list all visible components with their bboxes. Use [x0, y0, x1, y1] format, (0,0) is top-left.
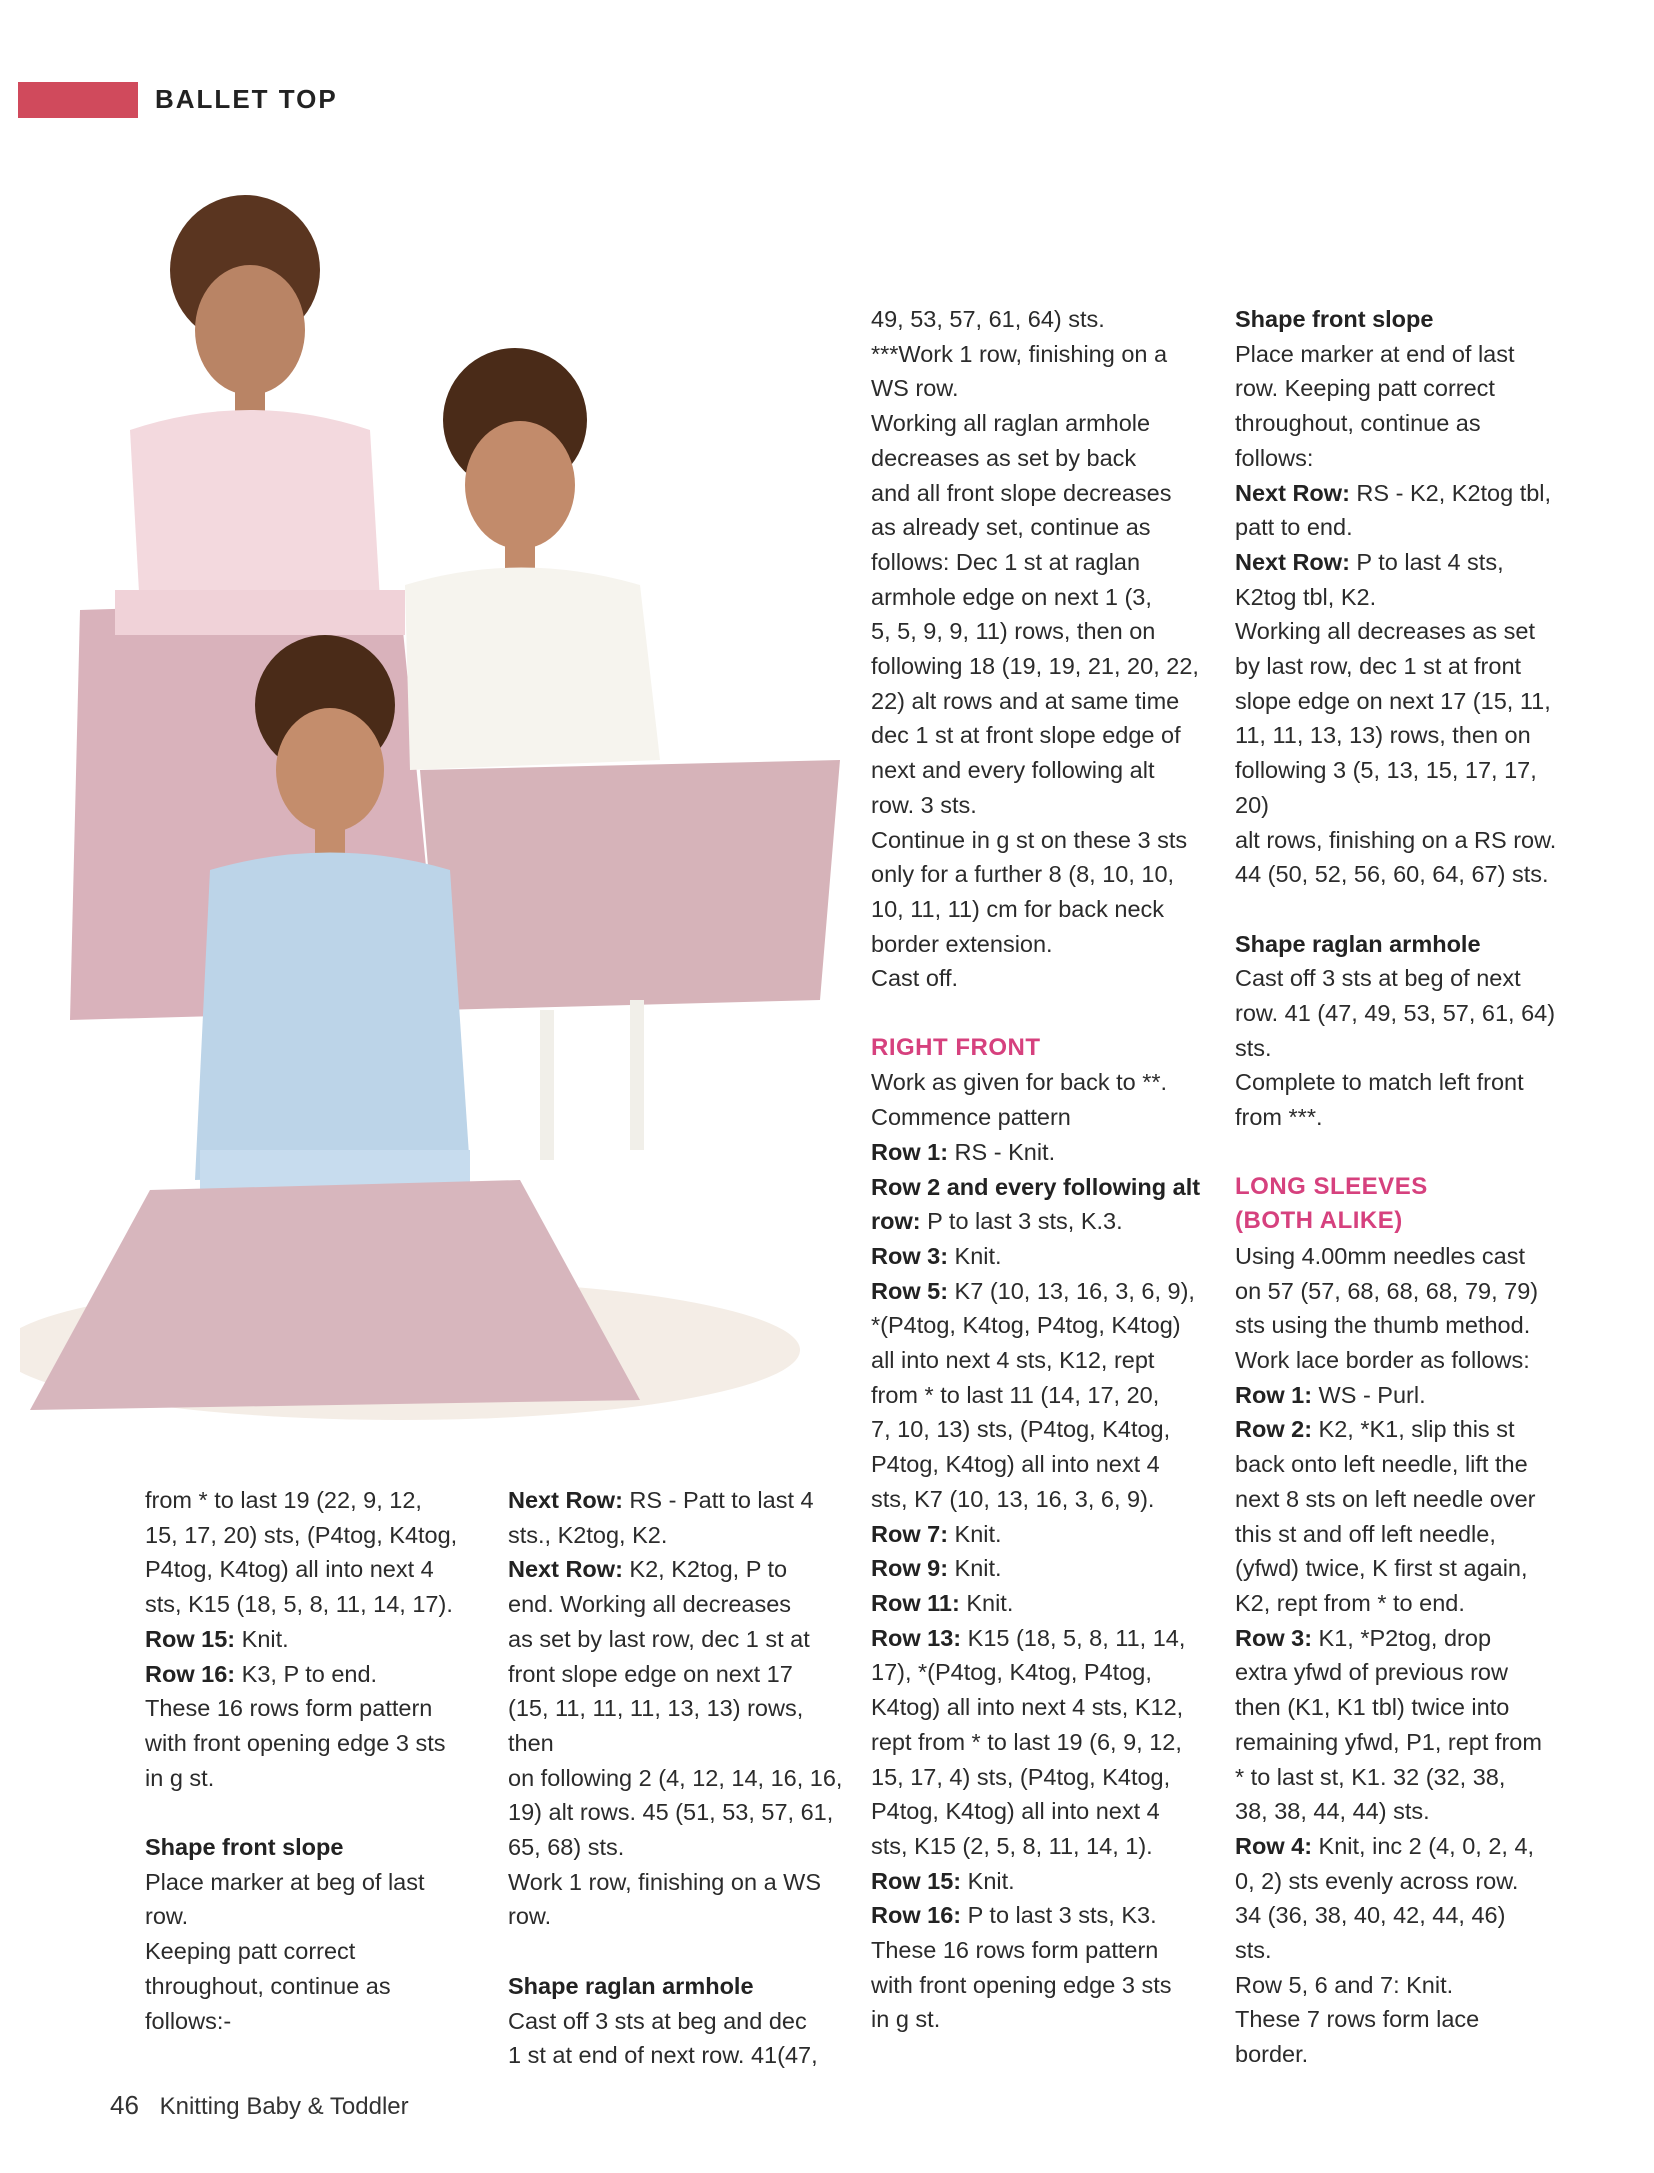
text-line [508, 2038, 848, 2073]
text-line [1235, 545, 1575, 580]
subheading: Shape raglan armhole [1235, 930, 1481, 957]
line-text: Cast off. [871, 965, 959, 992]
line-text: alt rows, finishing on a RS row. [1235, 826, 1557, 853]
line-text: These 16 rows form pattern [871, 1937, 1159, 1964]
line-text: Place marker at beg of last [145, 1868, 425, 1895]
row-label: Row 1: [1235, 1381, 1313, 1408]
text-line [145, 1899, 485, 1934]
text-line [1235, 476, 1575, 511]
text-line [1235, 1933, 1575, 1968]
line-text: Commence pattern [871, 1104, 1071, 1131]
line-text: 19) alt rows. 45 (51, 53, 57, 61, [508, 1799, 834, 1826]
text-line [871, 1864, 1211, 1899]
text-line [1235, 1794, 1575, 1829]
text-line [508, 1518, 848, 1553]
line-text: RS - K2, K2tog tbl, [1349, 479, 1552, 506]
line-text: sts., K2tog, K2. [508, 1521, 668, 1548]
line-text: Cast off 3 sts at beg of next [1235, 965, 1521, 992]
line-text: 1 st at end of next row. 41(47, [508, 2042, 818, 2069]
text-line [1235, 1898, 1575, 1933]
text-line [871, 684, 1211, 719]
text-line [1235, 510, 1575, 545]
text-line [1235, 371, 1575, 406]
line-text: 7, 10, 13) sts, (P4tog, K4tog, [871, 1416, 1171, 1443]
line-text: K15 (18, 5, 8, 11, 14, [961, 1624, 1186, 1651]
line-text: then (K1, K1 tbl) twice into [1235, 1694, 1510, 1721]
text-line [1235, 1308, 1575, 1343]
section-heading: (BOTH ALIKE) [1235, 1207, 1403, 1235]
text-line [871, 753, 1211, 788]
line-text: K2, K2tog, P to [622, 1556, 788, 1583]
text-line [508, 1622, 848, 1657]
line-text: this st and off left needle, [1235, 1520, 1496, 1547]
text-line [1235, 1378, 1575, 1413]
line-text: in g st. [145, 1764, 215, 1791]
line-text: sts. [1235, 1034, 1272, 1061]
text-line [1235, 1586, 1575, 1621]
line-text: next 8 sts on left needle over [1235, 1485, 1536, 1512]
text-line [871, 1378, 1211, 1413]
section-heading: RIGHT FRONT [871, 1033, 1041, 1061]
line-text: throughout, continue as [145, 1972, 391, 1999]
line-text: armhole edge on next 1 (3, [871, 583, 1152, 610]
text-line [871, 1170, 1211, 1205]
text-line [1235, 996, 1575, 1031]
text-line [508, 1830, 848, 1865]
line-text: 11, 11, 13, 13) rows, then on [1235, 722, 1531, 749]
line-text: 22) alt rows and at same time [871, 687, 1180, 714]
line-text: ***Work 1 row, finishing on a [871, 340, 1168, 367]
line-text: * to last st, K1. 32 (32, 38, [1235, 1763, 1506, 1790]
line-text: 49, 53, 57, 61, 64) sts. [871, 306, 1105, 332]
text-line [1235, 614, 1575, 649]
line-text: Knit, inc 2 (4, 0, 2, 4, [1312, 1832, 1535, 1859]
line-text: sts, K7 (10, 13, 16, 3, 6, 9). [871, 1485, 1155, 1512]
line-text: in g st. [871, 2006, 941, 2033]
text-line [871, 1065, 1211, 1100]
line-text: K2, rept from * to end. [1235, 1589, 1465, 1616]
line-text: Work as given for back to **. [871, 1069, 1168, 1096]
line-text: K2, *K1, slip this st [1312, 1416, 1515, 1443]
line-text: follows:- [145, 2007, 232, 2034]
text-line [871, 2002, 1211, 2037]
line-text: P to last 3 sts, K3. [961, 1902, 1157, 1929]
text-line [871, 1655, 1211, 1690]
line-text: Knit. [959, 1590, 1014, 1616]
text-line [871, 961, 1211, 996]
line-text: 0, 2) sts evenly across row. [1235, 1867, 1519, 1894]
text-line [871, 1794, 1211, 1829]
line-text: following 3 (5, 13, 15, 17, 17, 20) [1235, 757, 1537, 818]
line-text: P4tog, K4tog) all into next 4 [145, 1556, 434, 1583]
text-line [145, 1483, 485, 1518]
line-text: Complete to match left front [1235, 1069, 1524, 1096]
line-text: Cast off 3 sts at beg and dec [508, 2007, 807, 2034]
line-text: slope edge on next 17 (15, 11, [1235, 687, 1551, 714]
text-line [871, 441, 1211, 476]
line-text: by last row, dec 1 st at front [1235, 653, 1522, 680]
line-text: K3, P to end. [235, 1660, 378, 1687]
line-text: Keeping patt correct [145, 1938, 356, 1965]
paragraph-gap [508, 1934, 848, 1969]
line-text: P to last 4 sts, [1349, 548, 1504, 575]
text-line [508, 1795, 848, 1830]
line-text: border. [1235, 2041, 1309, 2068]
text-line [145, 1865, 485, 1900]
section-heading: LONG SLEEVES [1235, 1172, 1428, 1200]
line-text: P to last 3 sts, K.3. [920, 1208, 1123, 1235]
text-line [1235, 753, 1575, 822]
text-line [1235, 337, 1575, 372]
row-label: row: [871, 1208, 921, 1235]
text-line [871, 718, 1211, 753]
text-line [1235, 1274, 1575, 1309]
text-line [1235, 1690, 1575, 1725]
row-label: Row 15: [871, 1867, 962, 1894]
text-line [871, 1412, 1211, 1447]
line-text: on 57 (57, 68, 68, 68, 79, 79) [1235, 1277, 1539, 1304]
line-text: from * to last 19 (22, 9, 12, [145, 1487, 422, 1513]
line-text: Working all raglan armhole [871, 410, 1151, 437]
text-line [145, 1657, 485, 1692]
text-line [145, 1934, 485, 1969]
line-text: 34 (36, 38, 40, 42, 44, 46) [1235, 1902, 1506, 1929]
text-column-2 [508, 1483, 848, 2073]
text-line [1235, 684, 1575, 719]
text-line [871, 614, 1211, 649]
page-number: 46 [110, 2090, 139, 2120]
line-text: 17), *(P4tog, K4tog, P4tog, [871, 1659, 1152, 1686]
text-line [1235, 1412, 1575, 1447]
page-title: BALLET TOP [155, 84, 338, 114]
line-text: 10, 11, 11) cm for back neck [871, 895, 1165, 922]
line-text: Knit. [961, 1867, 1015, 1894]
text-line [145, 1518, 485, 1553]
text-line [871, 580, 1211, 615]
line-text: WS row. [871, 375, 959, 402]
line-text: Work lace border as follows: [1235, 1347, 1530, 1374]
line-text: Continue in g st on these 3 sts [871, 826, 1188, 853]
subheading: Shape front slope [145, 1834, 344, 1861]
line-text: as set by last row, dec 1 st at [508, 1625, 810, 1652]
text-line [871, 1933, 1211, 1968]
line-text: Working all decreases as set [1235, 618, 1535, 645]
row-label: Row 7: [871, 1520, 949, 1547]
text-column-1 [145, 1483, 485, 2038]
text-line [871, 1100, 1211, 1135]
line-text: row. 3 sts. [871, 791, 977, 818]
text-line [871, 302, 1211, 337]
line-text: Knit. [948, 1555, 1002, 1582]
text-line [508, 1587, 848, 1622]
line-text: extra yfwd of previous row [1235, 1659, 1508, 1686]
text-column-3 [871, 302, 1211, 2037]
line-text: RS - Patt to last 4 [622, 1487, 814, 1513]
line-text: back onto left needle, lift the [1235, 1451, 1528, 1478]
line-text: patt to end. [1235, 514, 1353, 541]
line-text: sts using the thumb method. [1235, 1312, 1531, 1339]
text-line [1235, 961, 1575, 996]
line-text: sts, K15 (2, 5, 8, 11, 14, 1). [871, 1832, 1153, 1859]
text-line [871, 1968, 1211, 2003]
text-line [1235, 2002, 1575, 2037]
line-text: These 16 rows form pattern [145, 1695, 433, 1722]
text-line [871, 545, 1211, 580]
text-line [871, 476, 1211, 511]
text-line [145, 1691, 485, 1726]
row-label: Row 2: [1235, 1416, 1313, 1443]
text-line [1235, 1065, 1575, 1100]
line-text: These 7 rows form lace [1235, 2006, 1480, 2033]
line-text: 44 (50, 52, 56, 60, 64, 67) sts. [1235, 861, 1549, 888]
line-text: remaining yfwd, P1, rept from [1235, 1728, 1542, 1755]
text-line [871, 649, 1211, 684]
line-text: (15, 11, 11, 11, 13, 13) rows, then [508, 1695, 804, 1756]
line-text: WS - Purl. [1312, 1381, 1426, 1408]
text-line [1235, 1655, 1575, 1690]
row-label: Next Row: [1235, 479, 1350, 506]
text-line [871, 1690, 1211, 1725]
line-text: RS - Knit. [948, 1138, 1056, 1165]
line-text: Knit. [235, 1625, 289, 1652]
text-line [1235, 1864, 1575, 1899]
text-line [871, 1517, 1211, 1552]
header-accent-bar [18, 82, 138, 118]
row-label: Row 3: [871, 1242, 949, 1269]
text-column-4 [1235, 302, 1575, 2072]
publication-title: Knitting Baby & Toddler [159, 2093, 409, 2120]
text-line [1235, 2037, 1575, 2072]
paragraph-gap [1235, 1135, 1575, 1170]
text-line [145, 1587, 485, 1622]
text-line [1235, 823, 1575, 858]
text-line [508, 1691, 848, 1760]
row-label: Row 15: [145, 1625, 236, 1652]
line-text: dec 1 st at front slope edge of [871, 722, 1181, 749]
line-text: on following 2 (4, 12, 14, 16, 16, [508, 1764, 843, 1791]
text-line [871, 406, 1211, 441]
text-line [871, 1239, 1211, 1274]
paragraph-gap [871, 996, 1211, 1031]
line-text: sts, K15 (18, 5, 8, 11, 14, 17). [145, 1591, 453, 1618]
text-line [1235, 1482, 1575, 1517]
text-line [1235, 1551, 1575, 1586]
line-text: all into next 4 sts, K12, rept [871, 1347, 1155, 1374]
text-line [871, 1482, 1211, 1517]
text-line [871, 1343, 1211, 1378]
text-line [1235, 1100, 1575, 1135]
text-line [1235, 1829, 1575, 1864]
line-text: 15, 17, 20) sts, (P4tog, K4tog, [145, 1521, 458, 1548]
text-line [145, 1552, 485, 1587]
page-footer [110, 2090, 409, 2121]
text-line [871, 1898, 1211, 1933]
text-line [1235, 649, 1575, 684]
line-text: K4tog) all into next 4 sts, K12, [871, 1694, 1184, 1721]
text-line [871, 337, 1211, 372]
text-line [1235, 857, 1575, 892]
text-line [1235, 718, 1575, 753]
photo-three-girls [20, 170, 845, 1420]
text-line [1235, 1725, 1575, 1760]
text-line [508, 1761, 848, 1796]
text-line [1235, 1343, 1575, 1378]
text-line [508, 1899, 848, 1934]
line-text: as already set, continue as [871, 514, 1151, 541]
line-text: Work 1 row, finishing on a WS [508, 1868, 822, 1895]
row-label: Row 4: [1235, 1832, 1313, 1859]
line-text: front slope edge on next 17 [508, 1660, 793, 1687]
line-text: only for a further 8 (8, 10, 10, [871, 861, 1175, 888]
row-label: Next Row: [508, 1487, 623, 1513]
text-line [508, 2004, 848, 2039]
line-text: throughout, continue as [1235, 410, 1481, 437]
text-line [508, 1657, 848, 1692]
text-line [871, 1586, 1211, 1621]
line-text: with front opening edge 3 sts [145, 1729, 446, 1756]
line-text: (yfwd) twice, K first st again, [1235, 1555, 1528, 1582]
line-text: K2tog tbl, K2. [1235, 583, 1377, 610]
line-text: following 18 (19, 19, 21, 20, 22, [871, 653, 1199, 680]
subheading: Shape front slope [1235, 306, 1434, 332]
line-text: *(P4tog, K4tog, P4tog, K4tog) [871, 1312, 1181, 1339]
text-line [508, 1865, 848, 1900]
line-text: row. 41 (47, 49, 53, 57, 61, 64) [1235, 1000, 1556, 1027]
line-text: 65, 68) sts. [508, 1834, 625, 1861]
row-label: Row 13: [871, 1624, 962, 1651]
line-text: P4tog, K4tog) all into next 4 [871, 1798, 1160, 1825]
text-line [871, 371, 1211, 406]
text-line [1235, 1760, 1575, 1795]
row-label: Row 11: [871, 1590, 960, 1616]
text-line [871, 788, 1211, 823]
line-text: from * to last 11 (14, 17, 20, [871, 1381, 1160, 1408]
text-line [871, 1308, 1211, 1343]
line-text: 5, 5, 9, 9, 11) rows, then on [871, 618, 1156, 645]
line-text: Using 4.00mm needles cast [1235, 1242, 1525, 1269]
line-text: row. [145, 1903, 189, 1930]
text-line [145, 1969, 485, 2004]
subheading: Shape raglan armhole [508, 1972, 754, 1999]
line-text: follows: Dec 1 st at raglan [871, 548, 1141, 575]
line-text: P4tog, K4tog) all into next 4 [871, 1451, 1160, 1478]
row-label: Row 1: [871, 1138, 949, 1165]
row-label: Row 3: [1235, 1624, 1313, 1651]
row-label: Row 2 and every following alt [871, 1173, 1201, 1200]
line-text: and all front slope decreases [871, 479, 1172, 506]
text-line [871, 1274, 1211, 1309]
text-line [1235, 1621, 1575, 1656]
row-label: Row 16: [145, 1660, 236, 1687]
text-line [508, 1552, 848, 1587]
text-line [1235, 406, 1575, 441]
line-text: Knit. [948, 1242, 1002, 1269]
text-line [1235, 580, 1575, 615]
text-line [508, 1483, 848, 1518]
text-line [145, 1761, 485, 1796]
line-text: Knit. [948, 1520, 1002, 1547]
text-line [871, 510, 1211, 545]
line-text: sts. [1235, 1937, 1272, 1964]
text-line [871, 1829, 1211, 1864]
text-line [871, 1725, 1211, 1760]
line-text: K1, *P2tog, drop [1312, 1624, 1492, 1651]
line-text: rept from * to last 19 (6, 9, 12, [871, 1728, 1182, 1755]
paragraph-gap [1235, 892, 1575, 927]
text-line [1235, 441, 1575, 476]
text-line [871, 1447, 1211, 1482]
text-line [1235, 1239, 1575, 1274]
line-text: decreases as set by back [871, 444, 1137, 471]
line-text: K7 (10, 13, 16, 3, 6, 9), [948, 1277, 1195, 1304]
text-line [145, 2004, 485, 2039]
row-label: Row 5: [871, 1277, 949, 1304]
line-text: next and every following alt [871, 757, 1155, 784]
line-text: 15, 17, 4) sts, (P4tog, K4tog, [871, 1763, 1171, 1790]
text-line [871, 823, 1211, 858]
row-label: Next Row: [1235, 548, 1350, 575]
text-line [871, 1135, 1211, 1170]
text-line [871, 892, 1211, 927]
text-line [871, 927, 1211, 962]
text-line [1235, 1517, 1575, 1552]
line-text: Row 5, 6 and 7: Knit. [1235, 1971, 1454, 1998]
line-text: Place marker at end of last [1235, 340, 1515, 367]
line-text: with front opening edge 3 sts [871, 1971, 1172, 1998]
row-label: Next Row: [508, 1556, 623, 1583]
text-line [1235, 1031, 1575, 1066]
row-label: Row 9: [871, 1555, 949, 1582]
line-text: row. [508, 1903, 552, 1930]
line-text: from ***. [1235, 1104, 1323, 1131]
text-line [145, 1726, 485, 1761]
text-line [871, 1551, 1211, 1586]
line-text: border extension. [871, 930, 1053, 957]
line-text: follows: [1235, 444, 1314, 471]
text-line [871, 1621, 1211, 1656]
text-line [1235, 1968, 1575, 2003]
row-label: Row 16: [871, 1902, 962, 1929]
text-line [871, 1204, 1211, 1239]
text-line [871, 857, 1211, 892]
paragraph-gap [145, 1795, 485, 1830]
line-text: row. Keeping patt correct [1235, 375, 1495, 402]
text-line [871, 1760, 1211, 1795]
line-text: end. Working all decreases [508, 1591, 792, 1618]
text-line [1235, 1447, 1575, 1482]
text-line [145, 1622, 485, 1657]
line-text: 38, 38, 44, 44) sts. [1235, 1798, 1430, 1825]
